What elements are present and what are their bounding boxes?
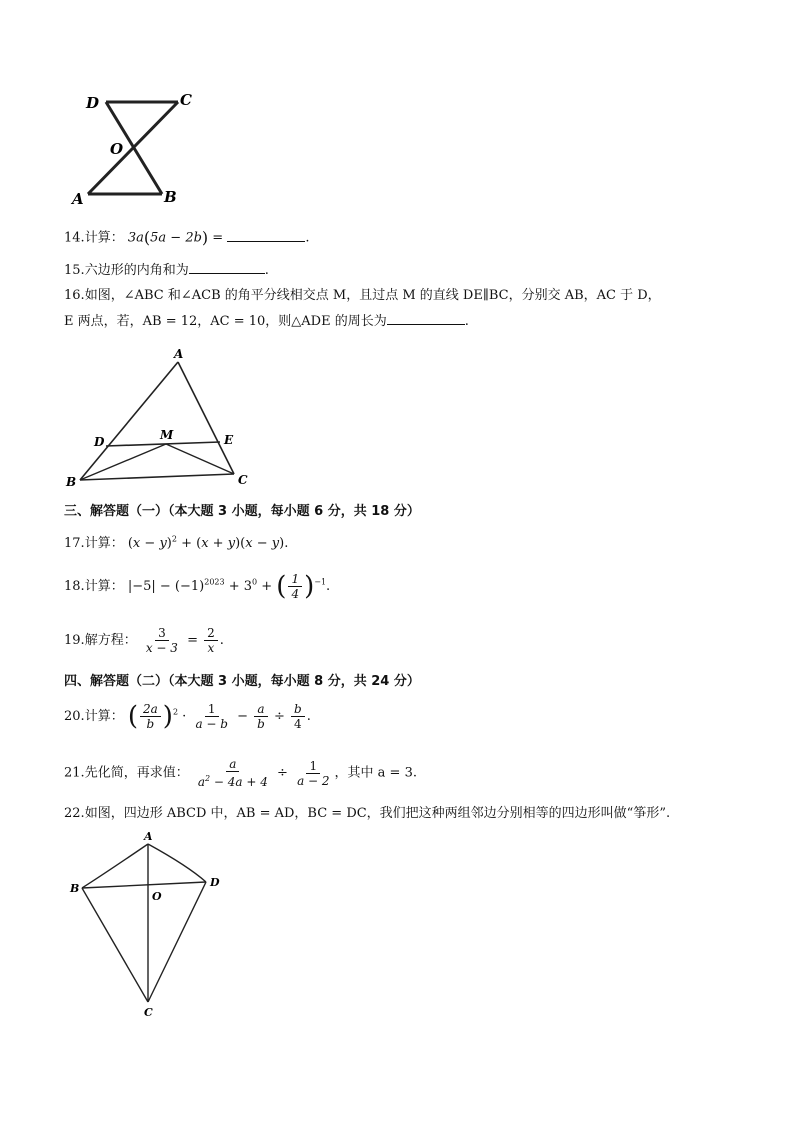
question-21-suffix: ，其中 a = 3 [334, 765, 413, 781]
question-20-number: 20. [64, 709, 85, 724]
question-16-text-line1: 如图，∠ABC 和∠ACB 的角平分线相交点 M，且过点 M 的直线 DE∥BC，分别交 AB，AC 于 D， [84, 288, 661, 303]
question-19: 19.解方程： $\frac{3}{x - 3}$ = $\frac{2}{x}$ . [64, 626, 224, 655]
answer-blank-14[interactable] [227, 241, 305, 242]
label-A: A [174, 347, 184, 361]
question-20-prefix: 计算： [84, 709, 124, 724]
question-21-number: 21. [64, 765, 85, 781]
question-15-text: 六边形的内角和为 [84, 263, 189, 278]
label-C: C [238, 473, 248, 487]
label-A: A [72, 190, 84, 208]
question-17-prefix: 计算： [84, 536, 124, 551]
question-16-line2: E 两点，若，AB = 12，AC = 10，则△ADE 的周长为 . [64, 314, 469, 329]
question-16-number: 16. [64, 288, 85, 303]
figure-hourglass [66, 88, 196, 208]
question-17-number: 17. [64, 536, 85, 551]
label-D: D [210, 876, 220, 889]
label-M: M [160, 428, 174, 442]
question-21: 21.先化简，再求值： $\frac{a}{a^2 - 4a + 4}$ ÷ $\frac{1}{a - 2}$ ，其中 a = 3. [64, 757, 417, 789]
figure-kite [64, 826, 234, 1022]
answer-blank-15[interactable] [189, 273, 265, 274]
label-E: E [224, 433, 234, 447]
label-B: B [164, 188, 177, 206]
section-3-heading: 三、解答题（一）（本大题 3 小题，每小题 6 分，共 18 分） [64, 504, 420, 519]
label-B: B [70, 882, 80, 895]
question-18-number: 18. [64, 579, 85, 594]
question-15-number: 15. [64, 263, 85, 278]
question-18-prefix: 计算： [84, 579, 124, 594]
section-4-heading: 四、解答题（二）（本大题 3 小题，每小题 8 分，共 24 分） [64, 674, 420, 689]
label-A: A [144, 830, 153, 843]
label-O: O [110, 140, 124, 158]
label-O: O [152, 890, 162, 903]
question-14-prefix: 计算： [84, 230, 124, 246]
figure-triangle [62, 342, 262, 490]
question-17: 17.计算： $(x - y)^2 + (x + y)(x - y)$. [64, 534, 289, 551]
label-D: D [86, 94, 100, 112]
question-16-line1 [64, 284, 661, 303]
question-14-number: 14. [64, 230, 85, 246]
label-C: C [180, 91, 192, 109]
question-18: 18.计算： $|-5| - (-1)^{2023} + 3^0$ + ( $\frac{1}{4}$ )$^{-1}$. [64, 571, 331, 602]
question-22 [64, 802, 670, 821]
question-16-text-line2: E 两点，若，AB = 12，AC = 10，则△ADE 的周长为 [64, 314, 387, 329]
question-19-prefix: 解方程： [84, 633, 137, 648]
label-D: D [94, 435, 105, 449]
question-22-number: 22. [64, 806, 85, 821]
answer-blank-16[interactable] [387, 324, 465, 325]
question-22-text: 如图，四边形 ABCD 中，AB = AD，BC = DC，我们把这种两组邻边分别相等的四边形叫做“筝形”. [84, 806, 671, 821]
question-19-number: 19. [64, 633, 85, 648]
question-14: 14.计算： 3a(5a − 2b) = . [64, 228, 310, 247]
question-20: 20.计算： ( $\frac{2a}{b}$ )$^2$ · $\frac{1}{a - b}$ − $\frac{a}{b}$ ÷ $\frac{b}{4}$ . [64, 701, 311, 732]
question-15: 15.六边形的内角和为 . [64, 263, 269, 278]
label-C: C [144, 1006, 153, 1019]
label-B: B [66, 475, 77, 489]
question-21-prefix: 先化简，再求值： [84, 765, 189, 781]
